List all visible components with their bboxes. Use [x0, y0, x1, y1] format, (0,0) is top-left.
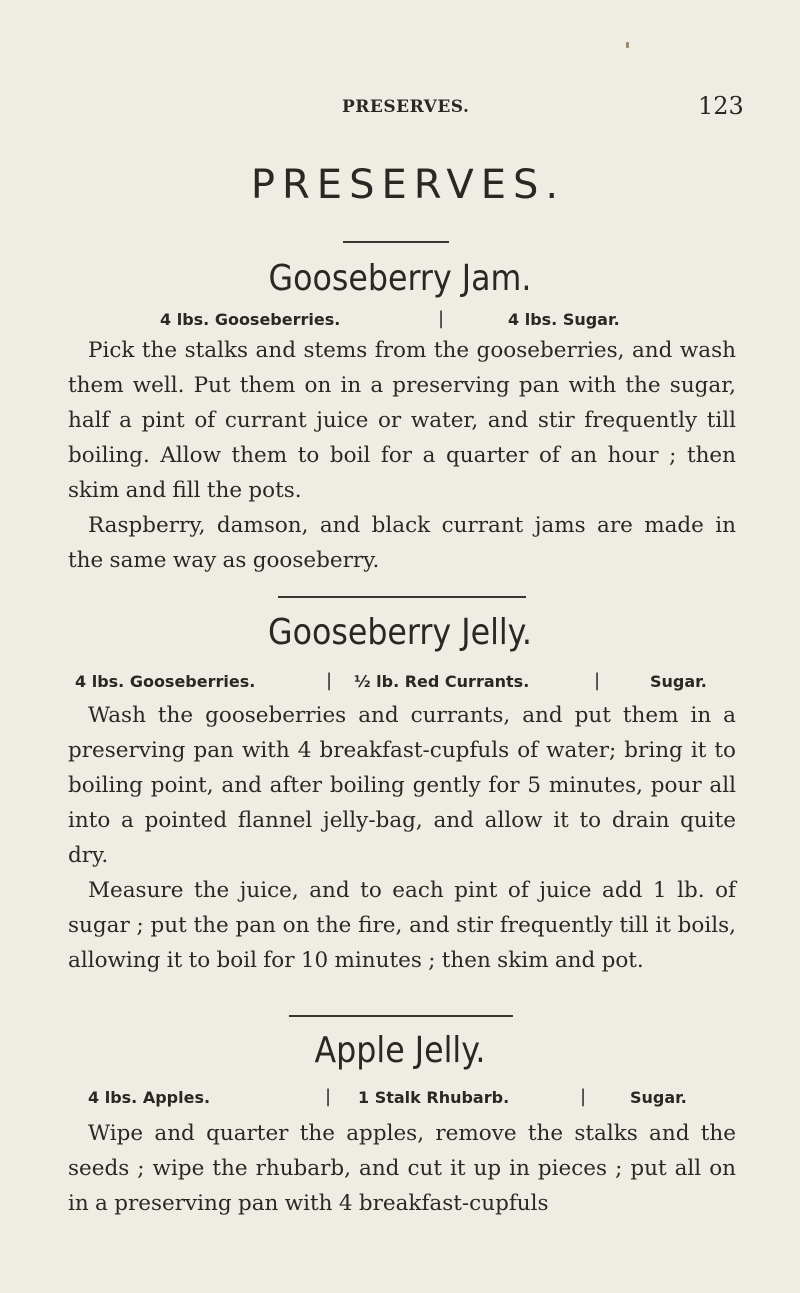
section-rule: [278, 596, 526, 598]
ingredient-separator: |: [326, 670, 333, 691]
ingredient: 4 lbs. Apples.: [88, 1088, 211, 1107]
ingredient-separator: |: [438, 308, 445, 329]
recipe-text-apple-jelly: [68, 1116, 736, 1221]
ingredients-gooseberry-jelly: [0, 672, 800, 696]
paragraph: Wash the gooseberries and currants, and put them in a preserving pan with 4 breakfast-cupfuls of water; bring it to boiling point, and after boiling gently for 5 minutes, pour all into a pointed flannel jelly-bag, and allow it to drain quite dry.: [68, 703, 736, 868]
ingredient: 4 lbs. Sugar.: [508, 310, 620, 329]
ingredients-gooseberry-jam: [0, 310, 800, 334]
ingredient: Sugar.: [630, 1088, 687, 1107]
section-title-gooseberry-jelly: Gooseberry Jelly.: [268, 612, 532, 653]
paragraph: Measure the juice, and to each pint of juice add 1 lb. of sugar ; put the pan on the fire, and stir frequently till it boils, allowing it to boil for 10 minutes ; then skim and pot.: [68, 878, 736, 973]
ingredient-separator: |: [594, 670, 601, 691]
ingredient: 4 lbs. Gooseberries.: [75, 672, 256, 691]
chapter-title: PRESERVES.: [250, 162, 566, 208]
section-rule: [289, 1015, 513, 1017]
title-rule: [343, 241, 449, 243]
ingredient: Sugar.: [650, 672, 707, 691]
ingredients-apple-jelly: [0, 1088, 800, 1112]
paragraph: Wipe and quarter the apples, remove the stalks and the seeds ; wipe the rhubarb, and cut it up in pieces ; put all on in a preserving pan with 4 breakfast-cupfuls: [68, 1121, 736, 1216]
page-number: 123: [698, 92, 744, 120]
section-title-gooseberry-jam: Gooseberry Jam.: [268, 258, 532, 299]
recipe-text-gooseberry-jelly: [68, 698, 736, 978]
paragraph: Raspberry, damson, and black currant jams are made in the same way as gooseberry.: [68, 513, 736, 573]
ingredient-separator: |: [325, 1086, 332, 1107]
section-title-apple-jelly: Apple Jelly.: [314, 1030, 486, 1071]
print-speck: [626, 42, 629, 48]
recipe-text-gooseberry-jam: [68, 333, 736, 578]
running-title: PRESERVES.: [342, 97, 470, 117]
ingredient-separator: |: [580, 1086, 587, 1107]
running-head: [0, 92, 800, 132]
paragraph: Pick the stalks and stems from the gooseberries, and wash them well. Put them on in a preserving pan with the sugar, half a pint of currant juice or water, and stir frequently till boiling. Allow them to boil for a quarter of an hour ; then skim and fill the pots.: [68, 338, 736, 503]
ingredient: ½ lb. Red Currants.: [354, 672, 530, 691]
ingredient: 1 Stalk Rhubarb.: [358, 1088, 510, 1107]
ingredient: 4 lbs. Gooseberries.: [160, 310, 341, 329]
